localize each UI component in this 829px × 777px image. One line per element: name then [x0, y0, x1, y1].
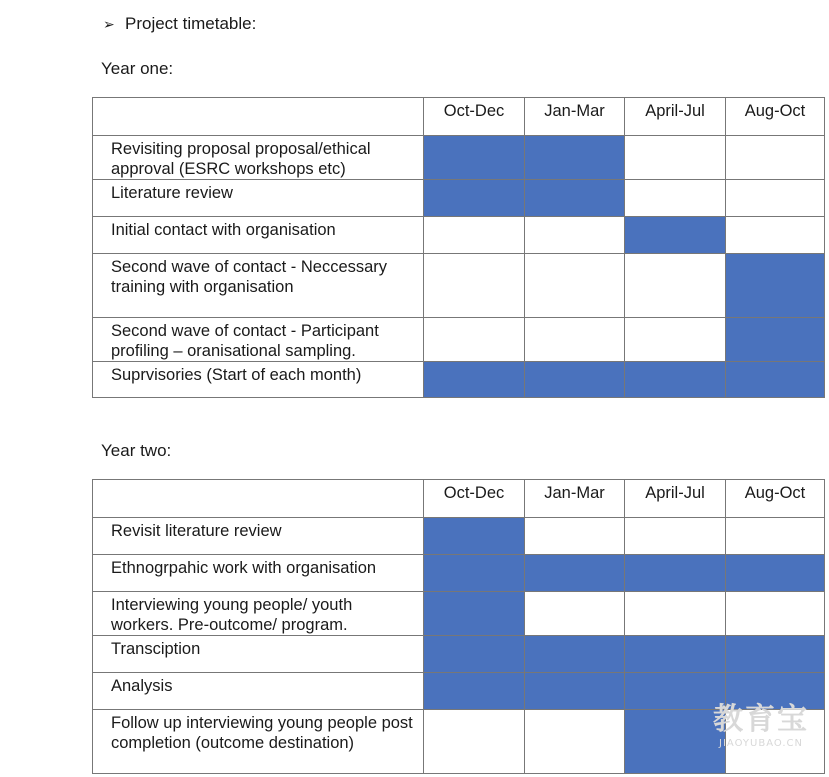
- task-label: Revisit literature review: [93, 518, 424, 555]
- schedule-cell: [424, 136, 525, 180]
- schedule-cell: [424, 636, 525, 673]
- column-header: April-Jul: [625, 98, 726, 136]
- schedule-cell: [525, 710, 625, 774]
- table-row: [93, 254, 825, 318]
- task-label: Analysis: [93, 673, 424, 710]
- task-label: Second wave of contact - Participant profiling – oranisational sampling.: [93, 318, 424, 362]
- task-label: Transciption: [93, 636, 424, 673]
- schedule-cell: [424, 217, 525, 254]
- task-label: Revisiting proposal proposal/ethical approval (ESRC workshops etc): [93, 136, 424, 180]
- schedule-cell: [525, 180, 625, 217]
- task-label: Interviewing young people/ youth workers. Pre-outcome/ program.: [93, 592, 424, 636]
- table-header-row: [93, 480, 825, 518]
- table-row: [93, 362, 825, 398]
- schedule-cell: [726, 217, 825, 254]
- schedule-cell: [525, 136, 625, 180]
- schedule-cell: [726, 318, 825, 362]
- column-header: Oct-Dec: [424, 480, 525, 518]
- schedule-cell: [424, 592, 525, 636]
- schedule-cell: [625, 636, 726, 673]
- task-label: Suprvisories (Start of each month): [93, 362, 424, 398]
- schedule-cell: [424, 673, 525, 710]
- table-row: [93, 217, 825, 254]
- task-header-cell: [93, 480, 424, 518]
- schedule-cell: [726, 555, 825, 592]
- column-header: Aug-Oct: [726, 98, 825, 136]
- column-header: Jan-Mar: [525, 480, 625, 518]
- year-two-label: Year two:: [101, 441, 172, 460]
- task-label: Literature review: [93, 180, 424, 217]
- schedule-cell: [625, 217, 726, 254]
- table-row: [93, 180, 825, 217]
- schedule-cell: [625, 180, 726, 217]
- schedule-cell: [525, 555, 625, 592]
- schedule-cell: [525, 318, 625, 362]
- table-header-row: [93, 98, 825, 136]
- schedule-cell: [424, 180, 525, 217]
- task-label: Second wave of contact - Neccessary training with organisation: [93, 254, 424, 318]
- schedule-cell: [424, 254, 525, 318]
- column-header: April-Jul: [625, 480, 726, 518]
- schedule-cell: [424, 518, 525, 555]
- table-row: [93, 518, 825, 555]
- schedule-cell: [525, 673, 625, 710]
- schedule-cell: [625, 362, 726, 398]
- schedule-cell: [726, 254, 825, 318]
- watermark-logo: [713, 694, 809, 749]
- column-header: Aug-Oct: [726, 480, 825, 518]
- schedule-cell: [625, 555, 726, 592]
- schedule-cell: [625, 318, 726, 362]
- schedule-cell: [726, 592, 825, 636]
- schedule-cell: [625, 254, 726, 318]
- schedule-cell: [625, 710, 726, 774]
- timetable-heading: [103, 14, 256, 34]
- table-row: [93, 555, 825, 592]
- schedule-cell: [625, 592, 726, 636]
- table-row: [93, 636, 825, 673]
- task-label: Follow up interviewing young people post completion (outcome destination): [93, 710, 424, 774]
- schedule-cell: [726, 636, 825, 673]
- schedule-cell: [424, 362, 525, 398]
- schedule-cell: [625, 673, 726, 710]
- schedule-cell: [625, 518, 726, 555]
- schedule-cell: [525, 592, 625, 636]
- schedule-cell: [424, 555, 525, 592]
- column-header: Oct-Dec: [424, 98, 525, 136]
- schedule-cell: [424, 710, 525, 774]
- schedule-cell: [525, 254, 625, 318]
- schedule-cell: [625, 136, 726, 180]
- task-label: Initial contact with organisation: [93, 217, 424, 254]
- column-header: Jan-Mar: [525, 98, 625, 136]
- table-row: [93, 592, 825, 636]
- schedule-cell: [525, 217, 625, 254]
- schedule-cell: [424, 318, 525, 362]
- task-label: Ethnogrpahic work with organisation: [93, 555, 424, 592]
- schedule-cell: [525, 518, 625, 555]
- schedule-cell: [525, 362, 625, 398]
- watermark-text-en: JIAOYUBAO.CN: [719, 738, 803, 749]
- arrow-bullet-icon: ➢: [103, 15, 115, 32]
- task-header-cell: [93, 98, 424, 136]
- schedule-cell: [525, 636, 625, 673]
- watermark-text-cn: 教育宝: [713, 702, 809, 737]
- table-row: [93, 136, 825, 180]
- schedule-cell: [726, 180, 825, 217]
- timetable-title: Project timetable:: [125, 14, 257, 33]
- schedule-cell: [726, 518, 825, 555]
- schedule-cell: [726, 362, 825, 398]
- table-row: [93, 318, 825, 362]
- year-one-label: Year one:: [101, 59, 174, 78]
- schedule-cell: [726, 136, 825, 180]
- year-one-table: [92, 97, 825, 398]
